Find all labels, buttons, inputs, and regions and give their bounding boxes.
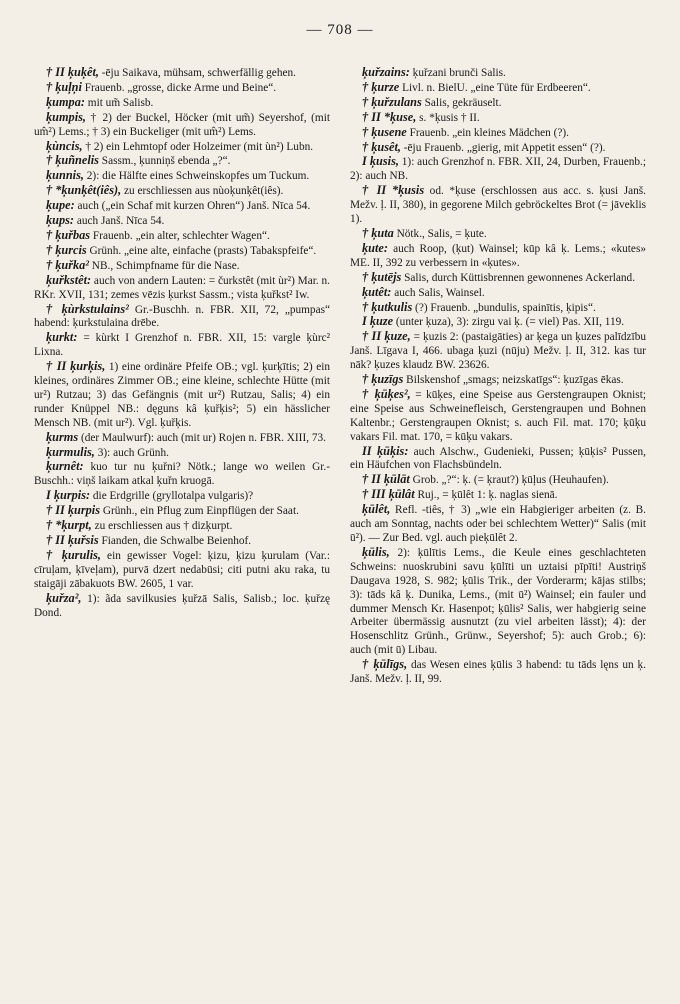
entry-text: 3): auch Grünh. (94, 446, 169, 459)
dictionary-entry (34, 592, 330, 621)
entry-text: Frauenb. „ein alter, schlechter Wagen“. (90, 229, 270, 242)
dictionary-entry (350, 301, 646, 316)
dictionary-entry (34, 96, 330, 111)
dictionary-entry (350, 227, 646, 242)
entry-headword: † *ķurpt, (46, 518, 92, 533)
entry-text: Sassm., ķunniņš ebenda „?“. (98, 155, 231, 168)
entry-headword: ķups: (46, 213, 75, 228)
entry-headword: † ķusene (362, 124, 407, 139)
entry-text: auch Janš. Nīca 54. (74, 215, 165, 228)
dictionary-entry (350, 184, 646, 227)
entry-text: = kùrkt I Grenzhof n. FBR. XII, 15: vargle ķùrc² Lixna. (34, 332, 330, 359)
entry-headword: I ķurpis: (46, 488, 91, 503)
entry-headword: II ķūķis: (362, 443, 409, 458)
entry-text: od. *ķuse (erschlossen aus acc. s. ķusi Janš. Mežv. ļ. II, 380), in gegorene Milch gebröckeltes Brot (= jāveklis 1). (350, 185, 647, 226)
left-column (34, 66, 330, 620)
entry-headword: ķumpa: (46, 94, 85, 109)
dictionary-entry (34, 331, 330, 360)
entry-headword: ķuřkstêt: (46, 272, 92, 287)
entry-headword: † ķuñnelis (46, 153, 99, 168)
entry-text: Nötk., Salis, = ķute. (393, 227, 487, 240)
dictionary-entry (34, 140, 330, 155)
dictionary-entry (350, 503, 646, 546)
entry-text: zu erschliessen aus nùoķunķêt(iês). (121, 185, 284, 198)
dictionary-entry (34, 519, 330, 534)
entry-headword: ķurnêt: (46, 459, 84, 474)
entry-text: Frauenb. „grosse, dicke Arme und Beine“. (81, 81, 277, 94)
dictionary-entry (350, 155, 646, 184)
dictionary-entry (350, 473, 646, 488)
dictionary-entry (350, 315, 646, 330)
entry-headword: ķurmulis, (46, 444, 95, 459)
entry-headword: † ķuřka² (46, 257, 89, 272)
entry-headword: I ķusis, (362, 154, 399, 169)
entry-text: auch Salis, Wainsel. (391, 286, 485, 299)
entry-text: 1) eine ordinäre Pfeife OB.; vgl. ķurķītis; 2) ein kleines, ordinäres Zimmer OB.; eine kleine, schlechte Hütte (mit ur²) Rutzau; 3) das Gefängnis (mit ur²) Rutzau, Salis; 4) ein runder Knüppel NB.: dęguns kâ ķuřķis²; 5) ein hässlicher Mensch NB. (mit ur²). Vgl. ķuřķis. (34, 361, 330, 429)
entry-headword: † ķūķes², (362, 386, 411, 401)
entry-text: Livl. n. BielU. „eine Tüte für Erdbeeren“. (399, 81, 591, 94)
entry-headword: † ķusêt, (362, 139, 401, 154)
right-column (350, 66, 646, 687)
entry-headword: † *ķunķêt(iês), (46, 183, 122, 198)
dictionary-entry (34, 274, 330, 303)
entry-text: 1): auch Grenzhof n. FBR. XII, 24, Durben, Frauenb.; 2): auch NB. (350, 156, 646, 183)
entry-headword: † ķuzīgs (362, 372, 404, 387)
entry-headword: ķupe: (46, 198, 75, 213)
page-number: — 708 — (306, 22, 374, 38)
entry-headword: † ķutējs (362, 269, 402, 284)
dictionary-entry (34, 81, 330, 96)
entry-text: die Erdgrille (gryllotalpa vulgaris)? (90, 490, 254, 503)
dictionary-entry (34, 169, 330, 184)
entry-text: kuo tur nu ķuřni? Nötk.; lange wo weilen Gr.-Buschh.: viņš laikam atkal ķuřn kruogā. (34, 461, 330, 488)
entry-text: Salis, gekräuselt. (421, 96, 502, 109)
entry-text: Grünh., ein Pflug zum Einpflügen der Saat. (100, 505, 299, 518)
entry-text: (der Maulwurf): auch (mit ur) Rojen n. FBR. XIII, 73. (78, 431, 326, 444)
dictionary-entry (34, 66, 330, 81)
dictionary-entry (34, 446, 330, 461)
dictionary-entry (350, 445, 646, 474)
entry-text: ein gewisser Vogel: ķizu, ķizu ķurulam (Var.: cīruļam, ķīveļam), purvā dzert nedabūsi; citi putni aku raka, tu staigāji zābakuots BW. 2605, 1 var. (34, 549, 330, 590)
entry-text: = kūķes, eine Speise aus Gerstengraupen Oknist; eine Speise aus Schweinefleisch, Gerstengraupen und Bohnen Kaltenbr.; Gerstengraupen Oknist; s. auch Fil. mat. 170; ķūķu vakars Fil. mat. 170, = kūķu vakars. (350, 388, 646, 443)
dictionary-entry (34, 549, 330, 592)
entry-text: s. *ķusis † II. (416, 111, 480, 124)
entry-headword: ķumpis, (46, 109, 86, 124)
entry-headword: † II ķūlāt (362, 472, 410, 487)
dictionary-entry (350, 286, 646, 301)
entry-headword: ķūlis, (362, 544, 390, 559)
entry-headword: † II ķurpis (46, 503, 100, 518)
dictionary-entry (350, 271, 646, 286)
dictionary-entry (34, 360, 330, 431)
entry-headword: † II *ķuse, (362, 109, 417, 124)
entry-text: Bilskenshof „smags; neizskatīgs“: ķuzīgas ēkas. (403, 374, 624, 387)
dictionary-entry (34, 534, 330, 549)
entry-text: = ķuzis 2: (pastaigāties) ar ķega un ķuzes palīdzību Janš. Līgava I, 466. ubaga ķuzi (nūju) Mežv. ļ. II, 312. kas tur nāk? ķuzes klaudz BW. 23626. (350, 331, 646, 372)
entry-headword: † II ķuřsis (46, 533, 99, 547)
entry-text: † 2) ein Lehmtopf oder Holzeimer (mit ùn²) Lubn. (82, 140, 314, 153)
entry-headword: † ķuļņi (46, 79, 82, 94)
entry-headword: † ķurcis (46, 242, 87, 257)
entry-headword: † ķutkulis (362, 299, 413, 314)
dictionary-entry (34, 460, 330, 489)
entry-text: mit um̃ Salisb. (84, 96, 154, 109)
dictionary-entry (350, 330, 646, 373)
entry-headword: † III ķūlât (362, 487, 415, 502)
entry-headword: † ķuta (362, 225, 394, 240)
entry-headword: ķuřzains: (362, 65, 410, 79)
entry-headword: ķunnis, (46, 168, 84, 183)
dictionary-entry (350, 388, 646, 445)
dictionary-entry (350, 141, 646, 156)
entry-headword: ķute: (362, 240, 388, 255)
dictionary-entry (34, 504, 330, 519)
dictionary-entry (34, 244, 330, 259)
entry-headword: † II ķurķis, (46, 359, 106, 374)
entry-text: auch Roop, (ķut) Wainsel; kūp kâ ķ. Lems.; «kutes» ME. II, 392 zu verbessern in «ķutes». (350, 242, 646, 269)
entry-text: Fianden, die Schwalbe Beienhof. (98, 535, 252, 547)
entry-text: Gr.-Buschh. n. FBR. XII, 72, „pumpas“ habend: ķurkstulaina drēbe. (34, 303, 330, 330)
entry-text: Refl. -tiês, † 3) „wie ein Habgieriger arbeiten (z. B. auch am Sonntag, nachts oder bei schlechtem Wetter)“ Salis (mit ū²). — Zur Bed. vgl. auch pieķūlêt 2. (350, 504, 646, 544)
entry-text: 2): ķūlītis Lems., die Keule eines geschlachteten Schweins: nuoskrubini savu ķūlīti un uztaisi pīpīti! Austriņš Daugava 1928, S. 982; ķūlis Trik., der Vorderarm; kājas stilbs; 3): tāds kâ ķ. Dunika, Lems., (mit ū²) Wainsel; ein fauler und dummer Mensch Kr. Hasenpot; ķūlis² Salis, wer habgierig seine Arbeiter übermässig ausnutzt (zu viel arbeiten lässt); 4): der Hosenschlitz Grünh., Grünw., Seyershof; 5): auch Grob.; 6): auch (mit ū) Libau. (350, 546, 646, 657)
entry-headword: ķuřza², (46, 590, 82, 605)
dictionary-entry (34, 431, 330, 446)
entry-headword: I ķuze (362, 314, 394, 329)
entry-headword: ķùncis, (46, 138, 83, 153)
entry-headword: † II *ķusis (362, 183, 425, 198)
dictionary-entry (350, 81, 646, 96)
dictionary-entry (34, 111, 330, 140)
entry-headword: † II ķuze, (362, 329, 411, 344)
dictionary-entry (34, 184, 330, 199)
entry-text: 2): die Hälfte eines Schweinskopfes um Tuckum. (83, 170, 310, 183)
dictionary-entry (34, 154, 330, 169)
dictionary-entry (350, 658, 646, 687)
entry-text: auch Alschw., Gudenieki, Pussen; ķūķis² Pussen, ein Häufchen von Flachsbündeln. (350, 445, 647, 472)
dictionary-entry (34, 229, 330, 244)
dictionary-entry (34, 489, 330, 504)
dictionary-entry (34, 199, 330, 214)
entry-text: -ēju Frauenb. „gierig, mit Appetit essen“ (?). (400, 141, 606, 154)
entry-text: Grob. „?“: ķ. (= ķraut?) ķūļus (Heuhaufen). (409, 474, 609, 487)
dictionary-entry (350, 488, 646, 503)
entry-text: auch („ein Schaf mit kurzen Ohren“) Janš. Nīca 54. (74, 200, 311, 213)
entry-text: 1): ãda savilkusies ķuřzā Salis, Salisb.; loc. ķuřzę Dond. (34, 592, 330, 619)
dictionary-entry (350, 66, 646, 81)
entry-text: Frauenb. „ein kleines Mädchen (?). (406, 126, 569, 139)
entry-text: Salis, durch Küttisbrennen gewonnenes Ackerland. (401, 271, 636, 284)
entry-text: NB., Schimpfname für die Nase. (88, 259, 240, 272)
entry-headword: † ķùrkstulains² (46, 301, 129, 316)
entry-headword: ķutêt: (362, 284, 392, 299)
dictionary-entry (34, 303, 330, 332)
entry-text: -ēju Saikava, mühsam, schwerfällig gehen. (98, 67, 296, 79)
dictionary-entry (350, 111, 646, 126)
entry-text: auch von andern Lauten: = čurkstêt (mit ùr²) Mar. n. RKr. XVII, 131; zemes vēzis ķurkst Sassm.; vista ķuřkst² Iw. (34, 274, 330, 301)
entry-headword: ķurkt: (46, 330, 78, 345)
entry-headword: ķurms (46, 429, 79, 444)
entry-headword: † ķuřzulans (362, 94, 422, 109)
entry-text: (unter ķuza), 3): zirgu vai ķ. (= viel) Pas. XII, 119. (393, 316, 625, 329)
dictionary-entry (350, 546, 646, 658)
entry-text: das Wesen eines ķūlis 3 habend: tu tāds lęns un ķ. Janš. Mežv. ļ. II, 99. (350, 659, 646, 686)
entry-text: zu erschliessen aus † dizķurpt. (91, 520, 233, 533)
entry-headword: † ķūlīgs, (362, 657, 408, 672)
dictionary-entry (34, 214, 330, 229)
dictionary-entry (350, 373, 646, 388)
entry-headword: ķūlêt, (362, 502, 391, 517)
entry-text: (?) Frauenb. „bundulis, spainītis, ķipis“. (412, 301, 596, 314)
dictionary-entry (350, 96, 646, 111)
dictionary-entry (34, 259, 330, 274)
entry-text: Grünh. „eine alte, einfache (prasts) Tabakspfeife“. (86, 244, 317, 257)
dictionary-entry (350, 242, 646, 271)
entry-headword: † II ķuķêt, (46, 65, 99, 79)
dictionary-entry (350, 126, 646, 141)
entry-text: † 2) der Buckel, Höcker (mit um̃) Seyershof, (mit um̂²) Lems.; † 3) ein Buckeliger (mit um̂²) Lems. (34, 111, 330, 138)
entry-headword: † ķuřbas (46, 227, 91, 242)
entry-headword: † ķurze (362, 79, 400, 94)
entry-text: ķuřzani brunči Salis. (409, 67, 506, 79)
entry-text: Ruj., = ķūlêt 1: ķ. naglas sienā. (414, 489, 558, 502)
entry-headword: † ķurulis, (46, 547, 101, 562)
